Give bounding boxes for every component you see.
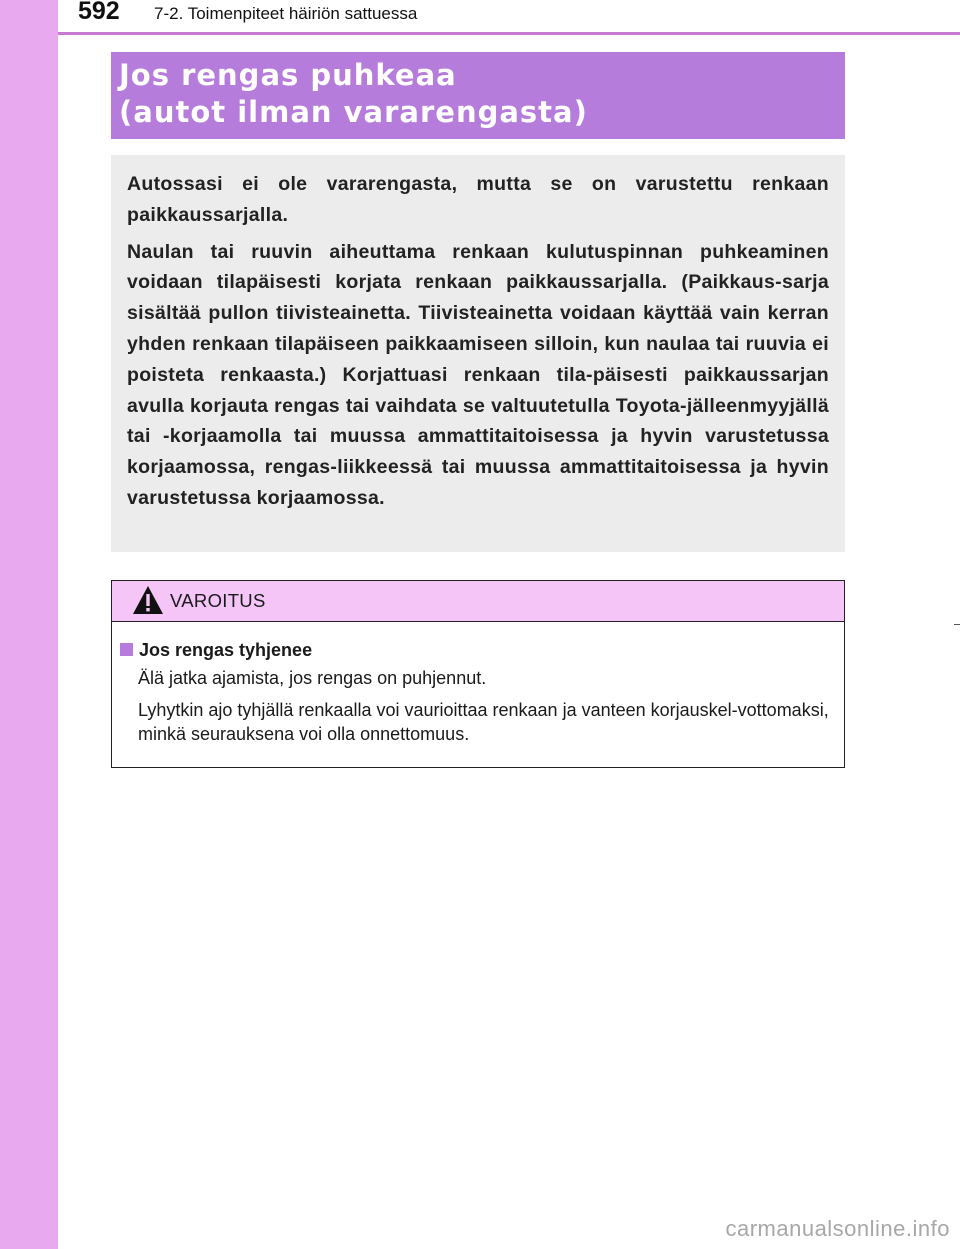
section-heading-line-1: Jos rengas puhkeaa xyxy=(119,58,457,92)
warning-text-2: Lyhytkin ajo tyhjällä renkaalla voi vaurioittaa renkaan ja vanteen korjauskel-vottomaksi, minkä seurauksena voi olla onnettomuus. xyxy=(138,700,829,744)
warning-label: VAROITUS xyxy=(170,590,266,611)
section-heading xyxy=(111,52,845,139)
header-divider xyxy=(58,32,960,35)
warning-subheading xyxy=(120,638,830,662)
intro-paragraph-2: Naulan tai ruuvin aiheuttama renkaan kulutuspinnan puhkeaminen voidaan tilapäisesti korjata renkaan paikkaussarjalla. (Paikkaus-sarja sisältää pullon tiivisteainetta. Tiivisteainetta voidaan käyttää vain kerran yhden renkaan tilapäiseen paikkaamiseen silloin, kun naulaa tai ruuvia ei poisteta renkaasta.) Korjattuasi renkaan tila-päisesti paikkaussarjan avulla korjauta rengas tai vaihdata se valtuutetulla Toyota-jälleenmyyjällä tai -korjaamolla tai muussa ammattitaitoisessa ja hyvin varustetussa korjaamossa, rengas-liikkeessä tai muussa ammattitaitoisessa ja hyvin varustetussa korjaamossa. xyxy=(127,240,829,509)
warning-box xyxy=(111,580,845,768)
edge-mark xyxy=(954,624,960,625)
warning-triangle-icon xyxy=(132,585,164,615)
chapter-title: 7-2. Toimenpiteet häiriön sattuessa xyxy=(154,4,418,23)
section-heading-line-2: (autot ilman vararengasta) xyxy=(119,95,588,129)
intro-paragraph-1: Autossasi ei ole vararengasta, mutta se on varustettu renkaan paikkaussarjalla. xyxy=(127,173,829,226)
side-tab-strip xyxy=(0,0,58,1249)
warning-header xyxy=(112,581,844,622)
warning-text-1: Älä jatka ajamista, jos rengas on puhjennut. xyxy=(138,668,487,688)
page-number: 592 xyxy=(78,0,120,25)
intro-box xyxy=(111,155,845,552)
watermark: carmanualsonline.info xyxy=(725,1216,950,1241)
warning-body xyxy=(112,622,844,746)
bullet-square-icon xyxy=(120,643,133,656)
warning-subheading-text: Jos rengas tyhjenee xyxy=(139,640,313,660)
